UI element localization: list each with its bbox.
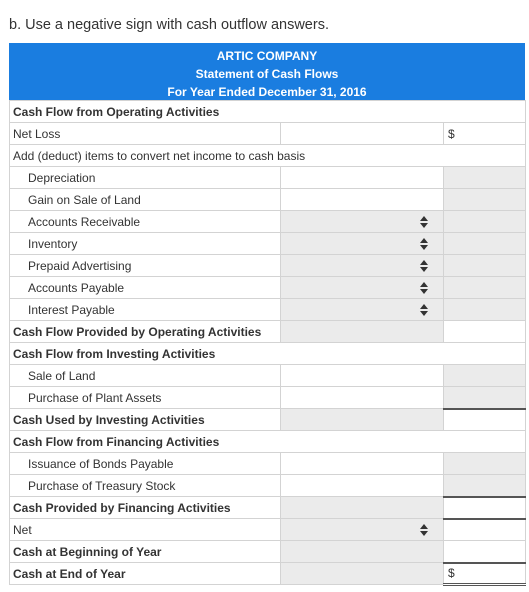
financing-activities-heading: Cash Flow from Financing Activities — [10, 431, 526, 453]
accounts-payable-total-cell — [444, 277, 526, 299]
cash-end-mid-cell — [281, 563, 444, 585]
inventory-label: Inventory — [10, 233, 281, 255]
accounts-payable-select[interactable] — [281, 277, 444, 299]
table-row — [10, 101, 526, 123]
table-row — [10, 387, 526, 409]
investing-used-mid-cell — [281, 409, 444, 431]
dollar-sign: $ — [448, 126, 455, 141]
interest-payable-label: Interest Payable — [10, 299, 281, 321]
investing-activities-heading: Cash Flow from Investing Activities — [10, 343, 526, 365]
up-down-arrows-icon — [420, 260, 428, 272]
table-row — [10, 365, 526, 387]
net-label: Net — [10, 519, 281, 541]
purchase-treasury-label: Purchase of Treasury Stock — [10, 475, 281, 497]
table-row — [10, 255, 526, 277]
table-row — [10, 453, 526, 475]
accounts-receivable-select[interactable] — [281, 211, 444, 233]
accounts-payable-label: Accounts Payable — [10, 277, 281, 299]
financing-provided-input[interactable] — [444, 497, 526, 519]
table-row — [10, 409, 526, 431]
prepaid-advertising-total-cell — [444, 255, 526, 277]
issuance-bonds-total-cell — [444, 453, 526, 475]
purchase-treasury-total-cell — [444, 475, 526, 497]
cash-begin-input[interactable] — [444, 541, 526, 563]
statement-period: For Year Ended December 31, 2016 — [167, 85, 367, 99]
cash-end-label: Cash at End of Year — [10, 563, 281, 585]
depreciation-total-cell — [444, 167, 526, 189]
purchase-plant-label: Purchase of Plant Assets — [10, 387, 281, 409]
sale-land-input[interactable] — [281, 365, 444, 387]
inventory-total-cell — [444, 233, 526, 255]
purchase-plant-total-cell — [444, 387, 526, 409]
company-name: ARTIC COMPANY — [216, 49, 318, 63]
up-down-arrows-icon — [420, 282, 428, 294]
purchase-treasury-input[interactable] — [281, 475, 444, 497]
instruction-text: b. Use a negative sign with cash outflow answers. — [9, 17, 329, 33]
cash-begin-label: Cash at Beginning of Year — [10, 541, 281, 563]
prepaid-advertising-label: Prepaid Advertising — [10, 255, 281, 277]
accounts-receivable-label: Accounts Receivable — [10, 211, 281, 233]
net-loss-mid-cell — [281, 123, 444, 145]
financing-provided-label: Cash Provided by Financing Activities — [10, 497, 281, 519]
table-row — [10, 497, 526, 519]
statement-table — [9, 100, 526, 586]
table-row — [10, 299, 526, 321]
operating-provided-input[interactable] — [444, 321, 526, 343]
operating-activities-heading: Cash Flow from Operating Activities — [10, 101, 526, 123]
purchase-plant-input[interactable] — [281, 387, 444, 409]
up-down-arrows-icon — [420, 524, 428, 536]
table-row — [10, 189, 526, 211]
net-loss-input[interactable] — [444, 123, 526, 145]
interest-payable-select[interactable] — [281, 299, 444, 321]
up-down-arrows-icon — [420, 304, 428, 316]
table-row — [10, 475, 526, 497]
statement-header — [9, 43, 525, 100]
interest-payable-total-cell — [444, 299, 526, 321]
table-row — [10, 519, 526, 541]
operating-provided-mid-cell — [281, 321, 444, 343]
table-row — [10, 343, 526, 365]
net-input[interactable] — [444, 519, 526, 541]
operating-provided-label: Cash Flow Provided by Operating Activities — [10, 321, 281, 343]
sale-land-label: Sale of Land — [10, 365, 281, 387]
net-loss-label: Net Loss — [10, 123, 281, 145]
cash-flow-statement — [9, 43, 525, 586]
issuance-bonds-label: Issuance of Bonds Payable — [10, 453, 281, 475]
issuance-bonds-input[interactable] — [281, 453, 444, 475]
table-row — [10, 321, 526, 343]
depreciation-input[interactable] — [281, 167, 444, 189]
cash-begin-mid-cell — [281, 541, 444, 563]
investing-used-label: Cash Used by Investing Activities — [10, 409, 281, 431]
statement-title: Statement of Cash Flows — [195, 67, 339, 81]
table-row — [10, 167, 526, 189]
depreciation-label: Depreciation — [10, 167, 281, 189]
gain-sale-land-input[interactable] — [281, 189, 444, 211]
sale-land-total-cell — [444, 365, 526, 387]
table-row — [10, 123, 526, 145]
table-row — [10, 541, 526, 563]
table-row — [10, 233, 526, 255]
prepaid-advertising-select[interactable] — [281, 255, 444, 277]
accounts-receivable-total-cell — [444, 211, 526, 233]
table-row — [10, 431, 526, 453]
up-down-arrows-icon — [420, 216, 428, 228]
cash-end-input[interactable] — [444, 563, 526, 585]
inventory-select[interactable] — [281, 233, 444, 255]
financing-provided-mid-cell — [281, 497, 444, 519]
investing-used-input[interactable] — [444, 409, 526, 431]
dollar-sign: $ — [448, 566, 455, 581]
table-row — [10, 211, 526, 233]
table-row — [10, 145, 526, 167]
gain-sale-land-total-cell — [444, 189, 526, 211]
net-select[interactable] — [281, 519, 444, 541]
gain-sale-land-label: Gain on Sale of Land — [10, 189, 281, 211]
table-row — [10, 277, 526, 299]
add-deduct-label: Add (deduct) items to convert net income to cash basis — [10, 145, 526, 167]
table-row — [10, 563, 526, 585]
up-down-arrows-icon — [420, 238, 428, 250]
